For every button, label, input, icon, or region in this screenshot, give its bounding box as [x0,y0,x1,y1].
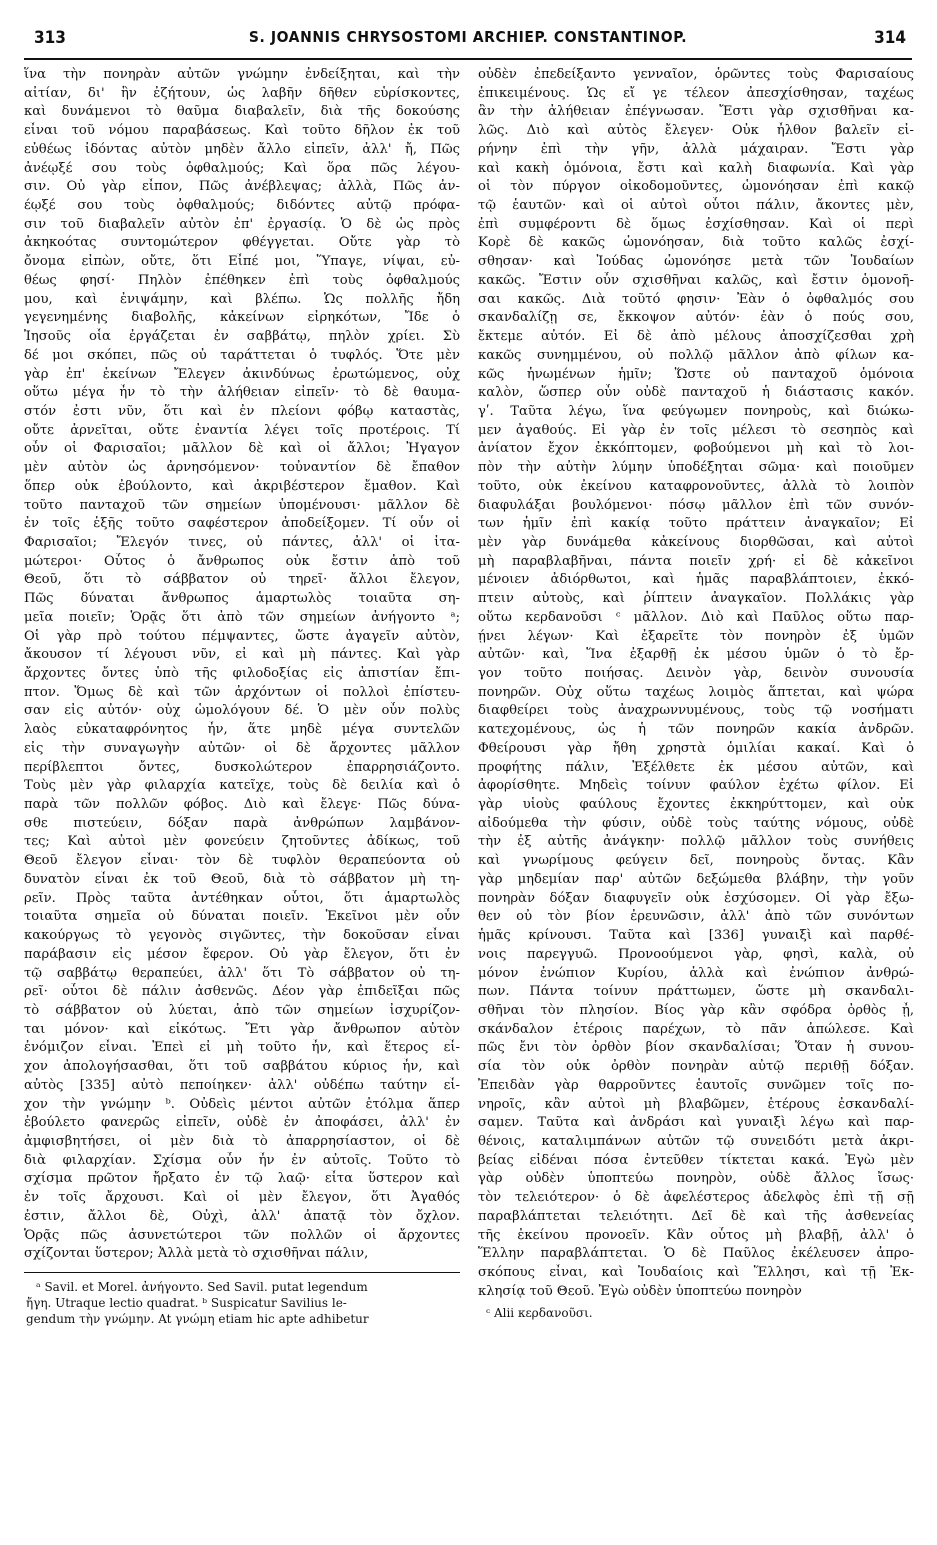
text-line: ἂν τὴν ἀλήθειαν ἐπέγνωσαν. Ἔστι γὰρ σχισθῆναι κα- [478,104,914,120]
text-line: ἐβούλετο φανερῶς εἰπεῖν, οὐδὲ ἐν ἀποφάσει, ἀλλ' ἐν [24,1115,460,1131]
page-header [24,22,912,60]
page-number-left: 313 [34,28,66,48]
text-line: πῶς ἔνι τὸν ὀρθὸν βίον σκανδαλίσαι; Ὅταν ἡ συνου- [478,1040,914,1056]
text-line: εἰς τὴν συναγωγὴν αὐτῶν· οἱ δὲ ἄρχοντες μᾶλλον [24,740,460,756]
text-line: κατεχομένους, ὡς ἡ τῶν πονηρῶν κακία ἀνδρῶν. [478,722,914,738]
right-column [478,66,914,1321]
text-line: Ὁρᾷς πῶς ἀσυνετώτεροι τῶν πολλῶν οἱ ἄρχοντες [24,1227,460,1243]
text-line: Ἕλλην παραβλάπτεται. Ὁ δὲ Παῦλος ἐκέλευσεν ἀπρο- [478,1246,914,1262]
left-column-text [24,66,460,1264]
text-line: πτον. Ὅμως δὲ καὶ τῶν ἀρχόντων οἱ πολλοὶ ἐπίστευ- [24,684,460,700]
text-line: ρεῖν. Πρὸς ταῦτα ἀντέθηκαν οὗτοι, ὅτι ἁμαρτωλὸς [24,890,460,906]
text-line: χον ἀπολογήσασθαι, ὅτι τοῦ σαββάτου κύριος ἦν, καὶ [24,1059,460,1075]
text-line: ἐνόμιζον εἶναι. Ἐπεὶ εἰ μὴ τοῦτο ἦν, καὶ ἕτερος εἶ- [24,1040,460,1056]
text-line: διαφυλάξαι βουλόμενοι· πόσῳ μᾶλλον ἐπὶ τῶν συνόν- [478,497,914,513]
text-line: κακῶς. Ἔστιν οὖν σχισθῆναι καλῶς, καὶ ἔστιν ὁμονοῆ- [478,272,914,288]
text-line: τες; Καὶ αὐτοὶ μὲν φονεύειν ζητοῦντες ἀδίκως, τοῦ [24,834,460,850]
text-line: γὰρ υἱοὺς φαύλους ἔχοντες ἐκκηρύττομεν, καὶ οὐκ [478,797,914,813]
text-line: γὰρ μηδεμίαν παρ' αὐτῶν δεξώμεθα βλάβην, τὴν γοῦν [478,871,914,887]
text-line: έῳξέ σου τοὺς ὀφθαλμούς; διδόντες αὐτῷ πρόφα- [24,198,460,214]
text-line: γὰρ οὐδὲν ὑποπτεύω πονηρὸν, οὐδὲ ἄλλος ἴσως· [478,1171,914,1187]
text-line: μὲν αὐτὸν ὡς ἀρνησόμενον· τοὐναντίον δὲ ἔπαθον [24,460,460,476]
text-line: Φαρισαῖοι; Ἔλεγόν τινες, οὐ πάντες, ἀλλ' οἱ ἰτα- [24,534,460,550]
footnote-line: ᶜ Alii κερδανοῦσι. [486,1306,593,1321]
text-line: Ἐπειδὰν γὰρ θαρροῦντες ἑαυτοῖς συνῶμεν τοῖς πο- [478,1077,914,1093]
text-line: σθησαν· καὶ Ἰούδας ὡμονόησε μετὰ τῶν Ἰουδαίων [478,254,914,270]
text-line: δέ μοι σκόπει, πῶς οὐ ταράττεται ὁ τυφλός. Ὅτε μὲν [24,347,460,363]
text-line: κῶς ἡνωμένων ἡμῖν; Ὥστε οὐ πανταχοῦ ὁμόνοια [478,366,914,382]
text-line: νοις παρεγγυῶ. Προνοούμενοι γὰρ, φησὶ, καλὰ, οὐ [478,946,914,962]
text-line: ἡμᾶς κρίνουσι. Ταῦτα καὶ [336] γυναιξὶ καὶ παρθέ- [478,928,914,944]
text-line: λαὸς εὐκαταφρόνητος ἦν, ἅτε μηδὲ μέγα συντελῶν [24,722,460,738]
left-footnotes [24,1272,460,1327]
text-line: προφήτης πάλιν, Ἐξέλθετε ἐκ μέσου αὐτῶν, καὶ [478,759,914,775]
text-line: ἀμφισβητήσει, οἱ μὲν διὰ τὸ ἀπαρρησίαστον, οἱ δὲ [24,1133,460,1149]
text-line: Φθείρουσι γὰρ ἤθη χρηστὰ ὁμιλίαι κακαί. Καὶ ὁ [478,740,914,756]
text-line: ἀκηκοότας συντομώτερον φθέγγεται. Οὔτε γὰρ τὸ [24,235,460,251]
text-line: καὶ κακὴ ὁμόνοια, ἔστι καὶ καλὴ διαφωνία. Καὶ γὰρ [478,160,914,176]
text-line: σιν τοῦ διαβαλεῖν αὐτὸν ἐπ' ἐργασίᾳ. Ὁ δὲ ὡς πρὸς [24,216,460,232]
text-line: βείας εἰδέναι πόσα ἐντεῦθεν τίκτεται κακά. Ἐγὼ μὲν [478,1152,914,1168]
text-line: χον τὴν γνώμην ᵇ. Οὐδεὶς μέντοι αὐτῶν ἐτόλμα ἅπερ [24,1096,460,1112]
text-line: θένοις, καταλιμπάνων αὐτῶν τῷ συνειδότι μετὰ ἀκρι- [478,1133,914,1149]
text-line: ἐν τοῖς ἄρχουσι. Καὶ οἱ μὲν ἔλεγον, ὅτι Ἀγαθός [24,1190,460,1206]
text-line: μὲν γὰρ δυνάμεθα κἀκείνους διορθῶσαι, καὶ αὐτοὶ [478,534,914,550]
text-line: σθῆναι τὸν πλησίον. Βίος γὰρ κἂν σφόδρα ὀρθὸς ᾖ, [478,1002,914,1018]
text-line: ῄνει λέγων· Καὶ ἐξαρεῖτε τὸν πονηρὸν ἐξ ὑμῶν [478,628,914,644]
text-line: ὅπερ οὐκ ἐβούλοντο, καὶ ἀκριβέστερον ἔμαθον. Καὶ [24,478,460,494]
text-line: Θεοῦ, ὅτι τὸ σάββατον οὐ τηρεῖ· ἄλλοι ἔλεγον, [24,572,460,588]
text-line: παράβασιν εἰς μέσον ἔφερον. Οὐ γὰρ ἔλεγον, ὅτι ἐν [24,946,460,962]
text-line: πονηρὰν δόξαν διαφυγεῖν οὐκ ἐσχύσομεν. Οἱ γὰρ ἔξω- [478,890,914,906]
text-line: στόν ἐστι νῦν, ὅτι καὶ ἐν πλείονι φόβῳ καταστὰς, [24,403,460,419]
running-head: S. JOANNIS CHRYSOSTOMI ARCHIEP. CONSTANTINOP. [248,28,688,46]
text-line: θεν οὐ τὸν βίον ἐρευνῶσιν, ἀλλ' ἀπὸ τῶν συνόντων [478,909,914,925]
text-line: καὶ δυνάμενοι τὸ θαῦμα διαβαλεῖν, διὰ τῆς δοκούσης [24,104,460,120]
text-line: περίβλεπτοι ὄντες, δυσκολώτερον ἐπαρρησιάζοντο. [24,759,460,775]
text-line: σκανδαλίζῃ σε, ἔκκοψον αὐτόν· ἐὰν ὁ πούς σου, [478,310,914,326]
text-line: μεῖα ποιεῖν; Ὁρᾷς ὅτι ἀπὸ τῶν σημείων ἀνήγοντο ᵃ; [24,609,460,625]
text-line: θέως φησί· Πηλὸν ἐπέθηκεν ἐπὶ τοὺς ὀφθαλμούς [24,272,460,288]
text-line: σχίσμα πρῶτον ἤρξατο ἐν τῷ λαῷ· εἶτα ὕστερον καὶ [24,1171,460,1187]
text-line: εὐθέως ἰδόντας αὐτὸν μηδὲν ἄλλο εἰπεῖν, ἀλλ' ἤ, Πῶς [24,141,460,157]
text-line: σαν εἰς αὐτόν· οὐχ ὡμολόγουν δέ. Ὁ μὲν οὖν πολὺς [24,703,460,719]
text-line: γον τοῦτο ποιήσας. Δεινὸν γὰρ, δεινὸν συνουσία [478,666,914,681]
text-line: Ἰησοῦς οἷα ἐργάζεται ἐν σαββάτῳ, πηλὸν χρίει. Σὺ [24,329,460,345]
text-line: οὔτε ἀρνεῖται, οὔτε ἐναντία λέγει τοῖς προτέροις. Τί [24,422,460,438]
text-line: ἐν τοῖς ἑξῆς τοῦτο σαφέστερον ἀποδείξομεν. Τί οὖν οἱ [24,516,460,532]
text-line: διαφθείρει τοὺς ἀναχρωννυμένους, τοὺς τῷ νοσήματι [478,703,914,719]
left-column [24,66,460,1327]
text-line: μώτεροι· Οὗτος ὁ ἄνθρωπος οὐκ ἔστιν ἀπὸ τοῦ [24,553,460,569]
text-line: τὸ σάββατον οὐ λύεται, ἀπὸ τῶν σημείων ἰσχυρίζον- [24,1002,460,1018]
text-line: γὰρ ἐπ' ἐκείνων Ἔλεγεν ἀκινδύνως ἐρωτώμενος, οὐχ [24,366,460,382]
text-line: τὸν τελειότερον· ὁ δὲ ἀφελέστερος ἀδελφὸς ἐπὶ τῇ σῇ [478,1190,914,1206]
text-line: σθε πιστεύειν, δόξαν παρὰ ἀνθρώπων λαμβάνον- [24,815,460,831]
text-line: τοιαῦτα σημεῖα οὐ δύναται ποιεῖν. Ἐκεῖνοι μὲν οὖν [24,909,460,925]
text-line: πὸν τὴν αὐτὴν λύμην ὑποδέξηται σῶμα· καὶ ποιοῦμεν [478,460,914,476]
text-line: ἄρχοντες ὄντες ὑπὸ τῆς φιλοδοξίας εἰς ἀπιστίαν ἔπι- [24,666,460,681]
text-line: παραβλάπτεται τελειότητι. Δεῖ δὲ καὶ τῆς ἀσθενείας [478,1208,914,1224]
text-line: οὖν οἱ Φαρισαῖοι; μᾶλλον δὲ καὶ οἱ ἄλλοι; Ἠγαγον [24,441,460,457]
text-line: πονηρῶν. Οὐχ οὕτω ταχέως λοιμὸς ἅπτεται, καὶ ψώρα [478,684,914,700]
text-line: εἶναι τοῦ νόμου παραβάσεως. Καὶ τοῦτο δῆλον ἐκ τοῦ [24,123,460,139]
text-line: ὄνομα εἰπὼν, οὔτε, ὅτι Εἶπέ μοι, Ὕπαγε, νίψαι, εὐ- [24,254,460,270]
text-line: σαμεν. Ταῦτα καὶ ἀνδράσι καὶ γυναιξὶ λέγω καὶ παρ- [478,1115,914,1131]
text-line: ἀνέῳξέ σου τοὺς ὀφθαλμούς; Καὶ ὅρα πῶς λέγου- [24,160,460,176]
text-line: ἀφορίσθητε. Μηδεὶς τοίνυν φαύλον ἐχέτω φίλον. Εἰ [478,778,914,794]
text-line: κακῶς συνημμένου, οὐ πολλῷ μᾶλλον ἀπὸ φίλων κα- [478,347,914,363]
text-line: ται μόνον· καὶ εἰκότως. Ἔτι γὰρ ἄνθρωπον αὐτὸν [24,1021,460,1037]
text-line: γʹ. Ταῦτα λέγω, ἵνα φεύγωμεν πονηροὺς, καὶ διώκω- [478,403,914,419]
text-line: σκόπους εἶναι, καὶ Ἰουδαίοις καὶ Ἕλλησι, καὶ τῇ Ἐκ- [478,1265,914,1280]
text-line: ἵνα τὴν πονηρὰν αὐτῶν γνώμην ἐνδείξηται, καὶ τὴν [24,67,460,82]
text-line: ἐπικειμένους. Ὡς εἴ γε τέλεον ἀπεσχίσθησαν, ταχέως [478,85,914,101]
text-line: οὐδὲν ἐπεδείξαντο γενναῖον, ὁρῶντες τοὺς Φαρισαίους [478,67,914,82]
text-line: λῶς. Διὸ καὶ αὐτὸς ἔλεγεν· Οὐκ ἦλθον βαλεῖν εἰ- [478,123,914,139]
text-line: ἀνίατον ἔχον ἐκκόπτομεν, φοβούμενοι μὴ καὶ τὸ λοι- [478,441,914,457]
text-line: αἰδούμεθα τὴν φύσιν, οὐδὲ τοὺς ταύτης νόμους, οὐδὲ [478,815,914,831]
text-line: τοῦτο πανταχοῦ τῶν σημείων ὑπομένουσι· μᾶλλον δὲ [24,497,460,513]
right-column-text [478,66,914,1301]
footnote-line: ἤγη. Utraque lectio quadrat. ᵇ Suspicatur Savilius le- [26,1296,347,1310]
text-line: σαι κακῶς. Διὰ τοῦτό φησιν· Ἐὰν ὁ ὀφθαλμός σου [478,291,914,307]
text-line: καὶ γνωρίμους φεύγειν δεῖ, πονηροὺς ὄντας. Κἂν [478,853,914,869]
text-line: οὕτω μέγα ἦν τὸ τὴν ἀλήθειαν εἰπεῖν· τὸ δὲ θαυμα- [24,385,460,401]
text-line: μόνον ἐνώπιον Κυρίου, ἀλλὰ καὶ ἐνώπιον ἀνθρώ- [478,965,914,981]
text-line: αὐτῶν· καὶ, Ἵνα ἐξαρθῇ ἐκ μέσου ὑμῶν ὁ τὸ ἔρ- [478,647,914,663]
text-line: σιν. Οὐ γὰρ εἶπον, Πῶς ἀνέβλεψας; ἀλλὰ, Πῶς ἀν- [24,179,460,195]
text-line: Πῶς δύναται ἄνθρωπος ἁμαρτωλὸς τοιαῦτα ση- [24,591,460,607]
text-line: μεν ἀγαθούς. Εἰ γὰρ ἐν τοῖς μέλεσι τὸ σεσηπὸς καὶ [478,422,914,438]
right-footnotes [478,1305,914,1321]
text-line: αἰτίαν, δι' ἣν ἐζήτουν, ὡς λαβῆν δῆθεν εὑρίσκοντες, [24,85,460,101]
text-line: ἐστιν, ἄλλοι δὲ, Οὐχὶ, ἀλλ' ἀπατᾷ τὸν ὄχλον. [24,1208,460,1224]
text-line: αὐτὸς [335] αὐτὸ πεποίηκεν· ἀλλ' οὐδέπω ταύτην εἶ- [24,1077,460,1093]
text-line: οἱ τὸν πύργον οἰκοδομοῦντες, ὡμονόησαν ἐπὶ κακῷ [478,179,914,195]
text-line: τὴν ἐξ αὐτῆς ἀνάγκην· πολλῷ μᾶλλον τοὺς συνήθεις [478,834,914,850]
text-line: μὴ παραβλαβῆναι, πάντα ποιεῖν χρή· εἰ δὲ κἀκεῖνοι [478,553,914,569]
text-line: ρεῖ· οὗτοι δὲ πάλιν ἀσθενῶς. Δέον γὰρ ἐπιδεῖξαι πῶς [24,984,460,1000]
footnote-line: gendum τὴν γνώμην. At γνώμη etiam hic apte adhibetur [26,1312,369,1326]
text-line: σχίζονται ὕστερον; Ἀλλὰ μετὰ τὸ σχισθῆναι πάλιν, [24,1246,369,1262]
text-line: Τοὺς μὲν γὰρ φιλαρχία κατεῖχε, τοὺς δὲ δειλία καὶ ὁ [24,778,460,794]
text-line: κλησίᾳ τοῦ Θεοῦ. Ἐγὼ οὐδὲν ὑποπτεύω πονηρὸν [478,1283,802,1299]
text-line: μένοιεν ἀδιόρθωτοι, καὶ ἡμᾶς παραβλάπτοιεν, ἐκκό- [478,572,914,588]
footnote-line: ᵃ Savil. et Morel. ἀνήγοντο. Sed Savil. putat legendum [36,1280,368,1294]
text-line: ἄκουσον τί λέγουσι νῦν, εἰ καὶ μὴ πάντες. Καὶ γὰρ [24,647,460,663]
text-line: σία τὸν οὐκ ὀρθὸν πονηρὰν αὐτῷ περιθῇ δόξαν. [478,1059,914,1075]
text-line: τῷ σαββάτῳ θεραπεύει, ἀλλ' ὅτι Τὸ σάββατον οὐ τη- [24,965,460,981]
page-number-right: 314 [874,28,906,48]
text-line: γεγενημένης διαβολῆς, κἀκείνων εἰρηκότων, Ἴδε ὁ [24,310,460,326]
text-line: Θεοῦ ἔλεγον εἶναι· τὸν δὲ τυφλὸν θεραπεύοντα οὐ [24,853,460,869]
text-line: νηροῖς, κἂν αὐτοὶ μὴ βλαβῶμεν, ἑτέρους ἐσκανδαλί- [478,1096,914,1112]
text-line: τῷ ἑαυτῶν· καὶ οἱ αὐτοὶ οὗτοι πάλιν, ἄκοντες μὲν, [478,198,914,214]
text-line: δυνατὸν εἶναι ἐκ τοῦ Θεοῦ, διὰ τὸ σάββατον μὴ τη- [24,871,460,887]
text-line: τῆς ἐκείνου προνοεῖν. Κἂν οὗτος μὴ βλαβῇ, ἀλλ' ὁ [478,1227,914,1243]
text-line: Κορὲ δὲ κακῶς ὡμονόησαν, διὰ τοῦτο καλῶς ἐσχί- [478,235,914,251]
text-line: τοῦτο, οὐκ ἐκείνου καταφρονοῦντες, ἀλλὰ τὸ λοιπὸν [478,478,914,494]
text-line: διὰ φιλαρχίαν. Σχίσμα οὖν ἦν ἐν αὐτοῖς. Τοῦτο τὸ [24,1152,460,1168]
text-line: καλὸν, ὥσπερ οὖν οὐδὲ πανταχοῦ ἡ διάστασις κακόν. [478,385,914,401]
text-line: ρήνην ἐπὶ τὴν γῆν, ἀλλὰ μάχαιραν. Ἔστι γὰρ [478,141,914,157]
text-line: πων. Πάντα τοίνυν πράττωμεν, ὥστε μὴ σκανδαλι- [478,984,914,1000]
text-line: παρὰ τῶν πολλῶν φόβος. Διὸ καὶ ἔλεγε· Πῶς δύνα- [24,797,460,813]
text-line: οὕτω κερδανοῦσι ᶜ μᾶλλον. Διὸ καὶ Παῦλος οὕτω παρ- [478,609,914,625]
text-line: ἐπὶ συμφέροντι δὲ ὅμως ἐσχίσθησαν. Καὶ οἱ περὶ [478,216,914,232]
text-line: σκάνδαλον ἑτέροις παρέχων, τὸ πᾶν ἀπώλεσε. Καὶ [478,1021,914,1037]
text-line: κακούργως τὸ γεγονὸς σιγῶντες, τὴν δοκοῦσαν εἶναι [24,928,460,944]
text-line: Οἱ γὰρ πρὸ τούτου πέμψαντες, ὥστε ἀγαγεῖν αὐτὸν, [24,628,460,644]
text-line: ἔκτεμε αὐτόν. Εἰ δὲ ἀπὸ μέλους ἀποσχίζεσθαι χρὴ [478,329,914,345]
text-line: μου, καὶ ἐνιψάμην, καὶ βλέπω. Ὡς πολλῆς ἤδη [24,291,460,307]
text-line: των ἡμῖν ἐπὶ κακίᾳ τοῦτο πράττειν ἀναγκαῖον; Εἰ [478,516,914,532]
text-line: πτειν αὐτοὺς, καὶ ῥίπτειν ἀναγκαῖον. Πολλάκις γὰρ [478,591,914,607]
